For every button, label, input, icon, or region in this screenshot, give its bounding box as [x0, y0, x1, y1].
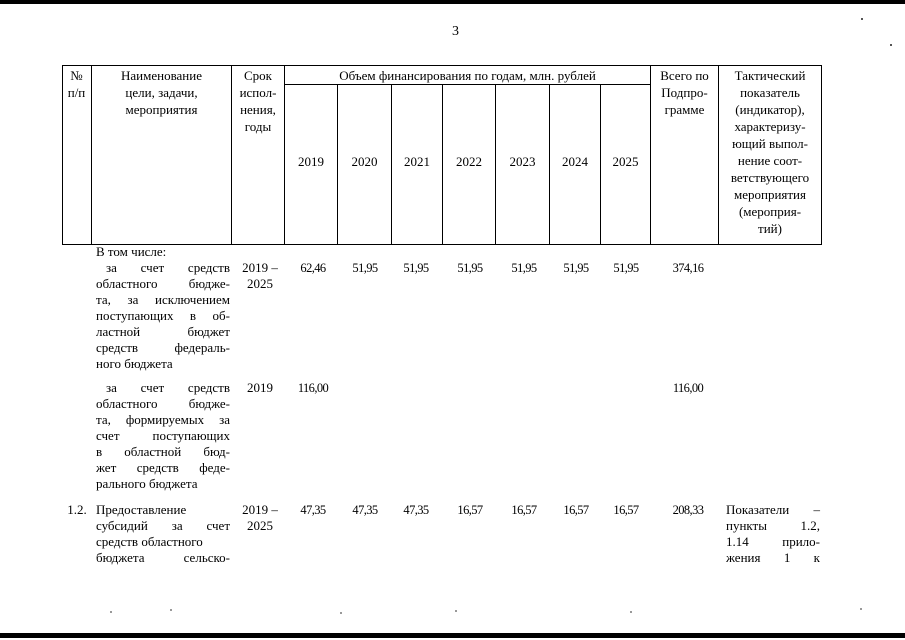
- header-number-col: № п/п: [67, 68, 86, 100]
- row-indicator: Показатели – пункты 1.2, 1.14 прило- жения 1 к: [726, 502, 820, 565]
- row-value-2024: 16,57: [563, 503, 589, 517]
- row-value-2024: 51,95: [563, 261, 589, 275]
- header-year: 2022: [456, 154, 482, 169]
- row-value-2021: 47,35: [403, 503, 429, 517]
- scan-speck: [455, 610, 457, 612]
- header-term-col: Срок испол- нения, годы: [239, 68, 277, 134]
- row-term: 2019: [247, 380, 273, 395]
- header-year: 2023: [509, 154, 536, 169]
- row-total: 116,00: [672, 381, 704, 395]
- row-term: 2019 – 2025: [242, 260, 278, 291]
- row-term: 2019 – 2025: [242, 502, 278, 533]
- row-value-2019: 116,00: [297, 381, 329, 395]
- row-number: 1.2.: [67, 502, 87, 517]
- scan-speck: [110, 611, 112, 613]
- row-value-2025: 51,95: [613, 261, 639, 275]
- row-value-2022: 51,95: [457, 261, 483, 275]
- row-name: Предоставление субсидий за счет средств областного бюджета сельско-: [96, 502, 230, 565]
- header-total-col: Всего по Подпро- грамме: [660, 68, 709, 117]
- row-value-2019: 62,46: [300, 261, 326, 275]
- row-name: за счет средств областного бюдже- та, формируемых за счет поступающих в областной бюд- жет средств феде- рального бюджета: [96, 380, 230, 491]
- row-value-2020: 51,95: [352, 261, 378, 275]
- scan-speck: [630, 611, 632, 613]
- scan-speck: [890, 44, 892, 46]
- row-value-2021: 51,95: [403, 261, 429, 275]
- row-value-2019: 47,35: [300, 503, 326, 517]
- header-indicator-col: Тактический показатель (индикатор), характеризу- ющий выпол- нение соот- ветствующего мероприятия (мероприя- тий): [730, 68, 810, 236]
- row-value-2023: 16,57: [511, 503, 537, 517]
- row-value-2020: 47,35: [352, 503, 378, 517]
- scan-speck: [170, 609, 172, 611]
- header-financing-title: Объем финансирования по годам, млн. рублей: [339, 68, 596, 83]
- bottom-border: [0, 633, 905, 638]
- header-year: 2019: [298, 154, 324, 169]
- page-number: 3: [452, 24, 459, 39]
- header-name-col: Наименование цели, задачи, мероприятия: [121, 68, 202, 117]
- row-name: В том числе:: [96, 244, 167, 259]
- top-border: [0, 0, 905, 4]
- row-name: за счет средств областного бюдже- та, за исключением поступающих в об- ластной бюджет средств федераль- ного бюджета: [96, 260, 230, 371]
- header-year: 2024: [562, 154, 588, 169]
- row-value-2023: 51,95: [511, 261, 537, 275]
- row-total: 374,16: [672, 261, 704, 275]
- row-value-2025: 16,57: [613, 503, 639, 517]
- scan-speck: [861, 18, 863, 20]
- scan-speck: [340, 612, 342, 614]
- table-header: [62, 65, 822, 245]
- header-year: 2021: [404, 154, 430, 169]
- row-total: 208,33: [672, 503, 704, 517]
- header-year: 2020: [351, 154, 378, 169]
- scan-speck: [860, 608, 862, 610]
- row-value-2022: 16,57: [457, 503, 483, 517]
- header-year: 2025: [612, 154, 639, 169]
